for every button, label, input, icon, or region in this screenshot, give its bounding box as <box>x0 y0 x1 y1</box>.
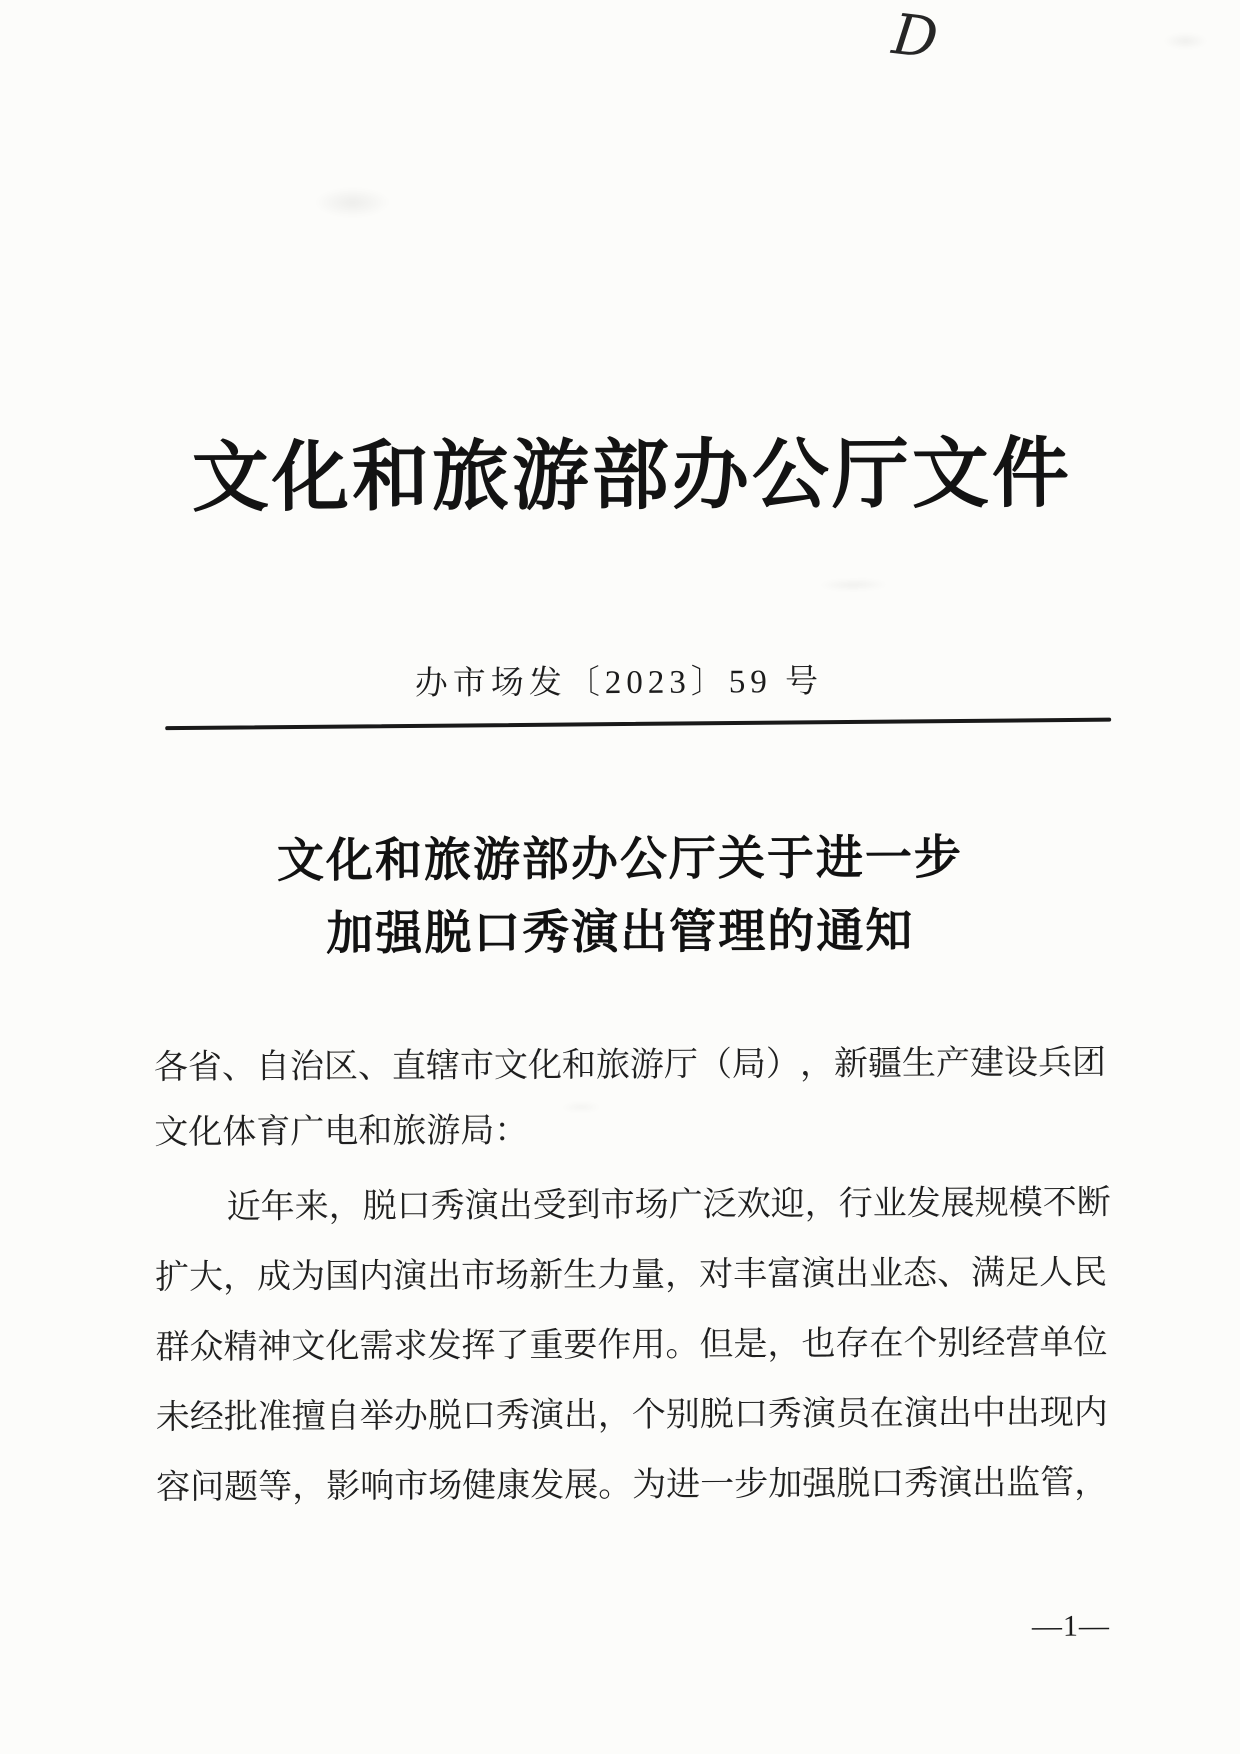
scan-smudge <box>314 187 390 217</box>
notice-title <box>0 821 1240 973</box>
paragraph-line: 未 经 批 准 擅 自 举 办 脱 口 秀 演 出 ， 个 别 脱 口 秀 演 员 在 演 出 中 出 现 内 <box>155 1393 1108 1436</box>
paragraph-line: 容 问 题 等 ， 影 响 市 场 健 康 发 展 。 为 进 一 步 加 强 脱 口 秀 演 出 监 管 ， <box>156 1463 1109 1506</box>
scan-smudge <box>1164 33 1208 49</box>
scan-smudge <box>818 579 888 591</box>
recipient-line: 各 省 、 自 治 区 、 直 辖 市 文 化 和 旅 游 厅 （ 局 ） ， 新 疆 生 产 建 设 兵 团 <box>153 1043 1107 1086</box>
paragraph-line: 群 众 精 神 文 化 需 求 发 挥 了 重 要 作 用 。 但 是 ， 也 存 在 个 别 经 营 单 位 <box>155 1323 1108 1366</box>
recipient-line: 文化体育广电和旅游局： <box>154 1112 529 1152</box>
document-body <box>153 1023 1111 1518</box>
notice-title-line1: 文化和旅游部办公厅关于进一步 <box>276 832 964 888</box>
document-number: 办市场发〔2023〕59 号 <box>414 663 824 703</box>
paragraph-line: 近 年 来 ， 脱 口 秀 演 出 受 到 市 场 广 泛 欢 迎 ， 行 业 发 展 规 模 不 断 <box>226 1183 1111 1226</box>
page-number: —1— <box>1031 1609 1111 1643</box>
paragraph-line: 扩 大 ， 成 为 国 内 演 出 市 场 新 生 力 量 ， 对 丰 富 演 出 业 态 、 满 足 人 民 <box>154 1253 1108 1296</box>
notice-title-line2: 加强脱口秀演出管理的通知 <box>326 905 915 961</box>
letterhead-divider-line <box>165 718 1111 731</box>
handwritten-mark: D <box>888 2 942 72</box>
letterhead-title: 文化和旅游部办公厅文件 <box>191 430 1073 522</box>
